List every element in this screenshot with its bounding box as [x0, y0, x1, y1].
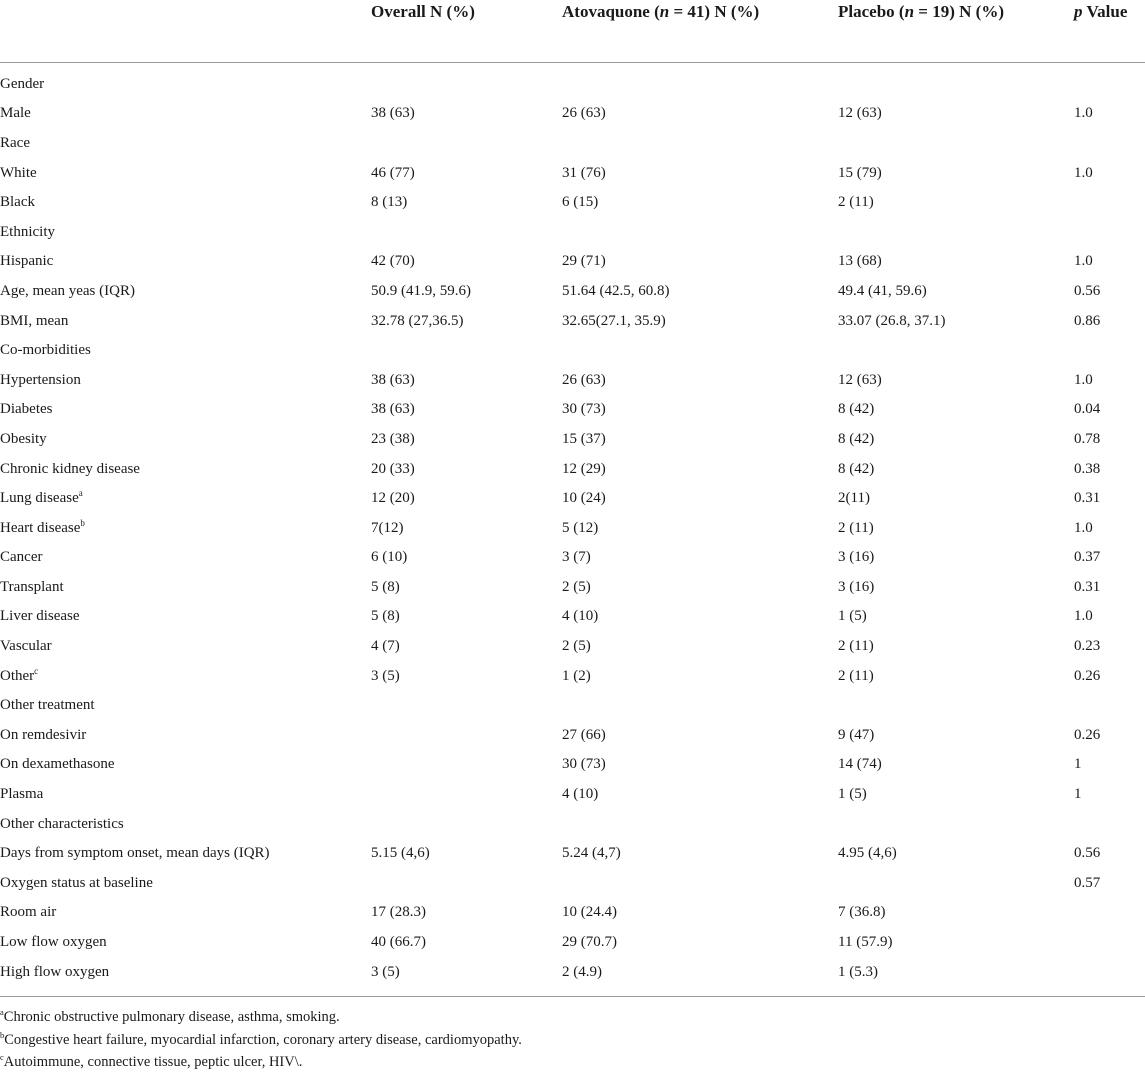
table-row — [0, 454, 1145, 484]
cell-atovaquone: 1 (2) — [562, 667, 591, 684]
cell-p: 1.0 — [1074, 608, 1093, 625]
row-label-cell — [0, 217, 371, 247]
cell-overall — [371, 868, 562, 898]
cell-placebo — [838, 868, 1074, 898]
header-p-symbol: p — [1074, 2, 1083, 21]
cell-atovaquone: 31 (76) — [562, 164, 606, 181]
table-row — [0, 306, 1145, 336]
row-label-cell — [0, 276, 371, 306]
cell-p: 0.38 — [1074, 460, 1101, 477]
table-row — [0, 898, 1145, 928]
row-label-cell — [0, 838, 371, 868]
cell-overall: 20 (33) — [371, 460, 415, 477]
table-row — [0, 247, 1145, 277]
row-label: Transplant — [0, 578, 64, 595]
cell-p: 1.0 — [1074, 253, 1093, 270]
cell-placebo: 12 (63) — [838, 105, 882, 122]
table-row — [0, 779, 1145, 809]
cell-placebo: 8 (42) — [838, 460, 875, 477]
row-label-cell — [0, 898, 371, 928]
header-row — [0, 0, 1145, 63]
cell-atovaquone — [562, 335, 838, 365]
header-overall-label: Overall N (%) — [371, 2, 475, 21]
table-row — [0, 128, 1145, 158]
row-label-cell — [0, 306, 371, 336]
footnote-text: Autoimmune, connective tissue, peptic ulcer, HIV\. — [3, 1054, 303, 1071]
cell-placebo: 2 (11) — [838, 638, 874, 655]
cell-p: 0.26 — [1074, 667, 1101, 684]
footnote-marker: a — [0, 1007, 4, 1018]
cell-overall: 12 (20) — [371, 490, 415, 507]
cell-atovaquone: 51.64 (42.5, 60.8) — [562, 282, 670, 299]
row-label: Heart disease — [0, 519, 81, 536]
table-row — [0, 631, 1145, 661]
cell-atovaquone — [562, 63, 838, 99]
cell-placebo: 49.4 (41, 59.6) — [838, 282, 927, 299]
cell-placebo — [838, 809, 1074, 839]
row-label: Hypertension — [0, 371, 81, 388]
footnote-marker: c — [0, 1052, 4, 1063]
cell-overall — [371, 217, 562, 247]
row-label: Co-morbidities — [0, 342, 91, 359]
footnote-marker: b — [80, 517, 85, 528]
cell-p — [1074, 690, 1145, 720]
row-label-cell — [0, 631, 371, 661]
cell-overall: 38 (63) — [371, 401, 415, 418]
cell-overall: 38 (63) — [371, 371, 415, 388]
footnote — [0, 1051, 1145, 1074]
row-label-cell — [0, 158, 371, 188]
cell-overall: 32.78 (27,36.5) — [371, 312, 464, 329]
row-label: High flow oxygen — [0, 963, 110, 980]
cell-placebo: 13 (68) — [838, 253, 882, 270]
row-label: Gender — [0, 75, 45, 92]
cell-placebo: 3 (16) — [838, 578, 875, 595]
table-row — [0, 513, 1145, 543]
row-label: Days from symptom onset, mean days (IQR) — [0, 845, 270, 862]
row-label: Diabetes — [0, 401, 53, 418]
cell-overall: 5 (8) — [371, 608, 400, 625]
cell-p: 0.56 — [1074, 845, 1101, 862]
row-label: Obesity — [0, 430, 47, 447]
header-placebo-label-b: = 19) N (%) — [914, 2, 1004, 21]
cell-placebo — [838, 335, 1074, 365]
row-label: Race — [0, 134, 30, 151]
table-row — [0, 543, 1145, 573]
cell-placebo: 8 (42) — [838, 430, 875, 447]
cell-p — [1074, 187, 1145, 217]
row-label: Other — [0, 667, 35, 684]
cell-p: 0.04 — [1074, 401, 1101, 418]
row-label: BMI, mean — [0, 312, 69, 329]
footnote-text: Chronic obstructive pulmonary disease, asthma, smoking. — [3, 1009, 340, 1026]
cell-overall — [371, 335, 562, 365]
table-row — [0, 276, 1145, 306]
cell-overall — [371, 690, 562, 720]
cell-placebo: 12 (63) — [838, 371, 882, 388]
table-row — [0, 335, 1145, 365]
cell-atovaquone — [562, 809, 838, 839]
footnote-marker: b — [0, 1030, 5, 1041]
cell-overall: 17 (28.3) — [371, 904, 426, 921]
cell-overall: 38 (63) — [371, 105, 415, 122]
cell-overall — [371, 779, 562, 809]
cell-atovaquone — [562, 217, 838, 247]
table-row — [0, 838, 1145, 868]
cell-p — [1074, 63, 1145, 99]
row-label-cell — [0, 779, 371, 809]
header-overall — [371, 0, 562, 63]
row-label-cell — [0, 868, 371, 898]
cell-atovaquone — [562, 868, 838, 898]
cell-p: 1.0 — [1074, 371, 1093, 388]
row-label: Vascular — [0, 638, 52, 655]
row-label-cell — [0, 63, 371, 99]
header-placebo-n: n — [904, 2, 915, 21]
row-label: Age, mean yeas (IQR) — [0, 282, 135, 299]
cell-placebo: 8 (42) — [838, 401, 875, 418]
row-label: Plasma — [0, 786, 44, 803]
header-p-value — [1074, 0, 1145, 63]
table-footnotes — [0, 1006, 1145, 1074]
cell-atovaquone: 12 (29) — [562, 460, 606, 477]
cell-placebo: 2 (11) — [838, 194, 874, 211]
row-label: Hispanic — [0, 253, 54, 270]
row-label: Low flow oxygen — [0, 934, 107, 951]
row-label-cell — [0, 335, 371, 365]
row-label: Male — [0, 105, 31, 122]
cell-p: 0.31 — [1074, 578, 1101, 595]
cell-atovaquone: 5.24 (4,7) — [562, 845, 621, 862]
cell-p — [1074, 335, 1145, 365]
cell-atovaquone — [562, 128, 838, 158]
footnote — [0, 1029, 1145, 1052]
cell-atovaquone: 15 (37) — [562, 430, 606, 447]
cell-overall: 6 (10) — [371, 549, 408, 566]
row-label: Black — [0, 194, 35, 211]
row-label: Cancer — [0, 549, 43, 566]
cell-p: 1.0 — [1074, 164, 1093, 181]
cell-p: 0.57 — [1074, 874, 1101, 891]
table-row — [0, 868, 1145, 898]
cell-p — [1074, 957, 1145, 997]
cell-p: 1.0 — [1074, 105, 1093, 122]
cell-atovaquone: 10 (24) — [562, 490, 606, 507]
cell-placebo: 2 (11) — [838, 519, 874, 536]
row-label-cell — [0, 602, 371, 632]
footnote-marker: c — [34, 665, 39, 676]
row-label-cell — [0, 513, 371, 543]
cell-overall: 23 (38) — [371, 430, 415, 447]
cell-overall: 5.15 (4,6) — [371, 845, 430, 862]
cell-overall: 3 (5) — [371, 963, 400, 980]
table-row — [0, 720, 1145, 750]
cell-placebo: 9 (47) — [838, 726, 875, 743]
row-label-cell — [0, 750, 371, 780]
cell-p — [1074, 128, 1145, 158]
table-row — [0, 99, 1145, 129]
row-label: Oxygen status at baseline — [0, 874, 153, 891]
cell-p: 0.31 — [1074, 490, 1101, 507]
cell-overall — [371, 63, 562, 99]
cell-p: 0.26 — [1074, 726, 1101, 743]
row-label-cell — [0, 957, 371, 997]
cell-atovaquone: 4 (10) — [562, 786, 599, 803]
row-label-cell — [0, 424, 371, 454]
row-label: On dexamethasone — [0, 756, 115, 773]
cell-overall: 42 (70) — [371, 253, 415, 270]
cell-p — [1074, 927, 1145, 957]
row-label: Room air — [0, 904, 57, 921]
row-label-cell — [0, 661, 371, 691]
row-label: Other treatment — [0, 697, 95, 714]
row-label-cell — [0, 247, 371, 277]
row-label-cell — [0, 809, 371, 839]
row-label-cell — [0, 720, 371, 750]
row-label-cell — [0, 543, 371, 573]
cell-placebo: 2(11) — [838, 490, 870, 507]
row-label: Chronic kidney disease — [0, 460, 140, 477]
footnote-text: Congestive heart failure, myocardial infarction, coronary artery disease, cardiomyopathy. — [4, 1031, 522, 1048]
table-header — [0, 0, 1145, 63]
table-body — [0, 63, 1145, 997]
header-placebo — [838, 0, 1074, 63]
row-label: Lung disease — [0, 490, 79, 507]
table-row — [0, 158, 1145, 188]
cell-placebo: 4.95 (4,6) — [838, 845, 897, 862]
cell-placebo: 11 (57.9) — [838, 934, 893, 951]
row-label-cell — [0, 187, 371, 217]
row-label: Ethnicity — [0, 223, 55, 240]
cell-atovaquone: 30 (73) — [562, 756, 606, 773]
header-atovaquone-n: n — [659, 2, 670, 21]
header-atovaquone — [562, 0, 838, 63]
cell-overall: 8 (13) — [371, 194, 408, 211]
cell-p — [1074, 898, 1145, 928]
cell-overall: 40 (66.7) — [371, 934, 426, 951]
row-label: White — [0, 164, 37, 181]
row-label-cell — [0, 99, 371, 129]
cell-p: 1 — [1074, 756, 1082, 773]
cell-placebo — [838, 63, 1074, 99]
cell-placebo — [838, 128, 1074, 158]
cell-overall: 50.9 (41.9, 59.6) — [371, 282, 471, 299]
table-row — [0, 750, 1145, 780]
table-row — [0, 572, 1145, 602]
row-label-cell — [0, 395, 371, 425]
table-row — [0, 927, 1145, 957]
cell-atovaquone: 3 (7) — [562, 549, 591, 566]
row-label: Other characteristics — [0, 815, 124, 832]
row-label-cell — [0, 454, 371, 484]
table-row — [0, 661, 1145, 691]
header-characteristic — [0, 0, 371, 63]
cell-atovaquone — [562, 690, 838, 720]
cell-placebo: 15 (79) — [838, 164, 882, 181]
table-row — [0, 602, 1145, 632]
cell-overall: 4 (7) — [371, 638, 400, 655]
cell-placebo: 3 (16) — [838, 549, 875, 566]
cell-placebo: 1 (5) — [838, 786, 867, 803]
cell-atovaquone: 4 (10) — [562, 608, 599, 625]
cell-p — [1074, 809, 1145, 839]
cell-p: 0.78 — [1074, 430, 1101, 447]
cell-placebo: 1 (5) — [838, 608, 867, 625]
cell-atovaquone: 5 (12) — [562, 519, 599, 536]
header-atovaquone-label-a: Atovaquone ( — [562, 2, 660, 21]
cell-atovaquone: 32.65(27.1, 35.9) — [562, 312, 666, 329]
cell-overall: 46 (77) — [371, 164, 415, 181]
table-row — [0, 187, 1145, 217]
cell-p: 1 — [1074, 786, 1082, 803]
cell-overall: 5 (8) — [371, 578, 400, 595]
cell-p: 0.23 — [1074, 638, 1101, 655]
footnote-marker: a — [78, 488, 83, 499]
table-row — [0, 63, 1145, 99]
cell-placebo: 2 (11) — [838, 667, 874, 684]
table-row — [0, 690, 1145, 720]
table-row — [0, 424, 1145, 454]
header-p-label: Value — [1082, 2, 1128, 21]
cell-atovaquone: 27 (66) — [562, 726, 606, 743]
header-atovaquone-label-b: = 41) N (%) — [669, 2, 760, 21]
cell-atovaquone: 10 (24.4) — [562, 904, 617, 921]
row-label-cell — [0, 927, 371, 957]
table-row — [0, 483, 1145, 513]
cell-placebo: 7 (36.8) — [838, 904, 886, 921]
cell-p: 0.86 — [1074, 312, 1101, 329]
cell-atovaquone: 6 (15) — [562, 194, 599, 211]
cell-overall: 7(12) — [371, 519, 404, 536]
table-row — [0, 217, 1145, 247]
row-label: On remdesivir — [0, 726, 87, 743]
cell-atovaquone: 26 (63) — [562, 105, 606, 122]
cell-overall: 3 (5) — [371, 667, 400, 684]
row-label-cell — [0, 690, 371, 720]
row-label-cell — [0, 128, 371, 158]
row-label-cell — [0, 572, 371, 602]
cell-atovaquone: 2 (5) — [562, 638, 591, 655]
row-label: Liver disease — [0, 608, 80, 625]
footnote — [0, 1006, 1145, 1029]
row-label-cell — [0, 365, 371, 395]
cell-overall — [371, 128, 562, 158]
cell-atovaquone: 26 (63) — [562, 371, 606, 388]
cell-p: 0.37 — [1074, 549, 1101, 566]
table-row — [0, 365, 1145, 395]
cell-placebo: 33.07 (26.8, 37.1) — [838, 312, 946, 329]
cell-overall — [371, 720, 562, 750]
cell-placebo — [838, 690, 1074, 720]
table-row — [0, 395, 1145, 425]
cell-atovaquone: 29 (70.7) — [562, 934, 617, 951]
cell-atovaquone: 2 (5) — [562, 578, 591, 595]
table-row — [0, 809, 1145, 839]
cell-p: 1.0 — [1074, 519, 1093, 536]
table-row — [0, 957, 1145, 997]
cell-overall — [371, 750, 562, 780]
cell-placebo: 1 (5.3) — [838, 963, 878, 980]
cell-atovaquone: 29 (71) — [562, 253, 606, 270]
cell-overall — [371, 809, 562, 839]
row-label-cell — [0, 483, 371, 513]
cell-atovaquone: 2 (4.9) — [562, 963, 602, 980]
cell-placebo — [838, 217, 1074, 247]
header-placebo-label-a: Placebo ( — [838, 2, 905, 21]
cell-placebo: 14 (74) — [838, 756, 882, 773]
cell-atovaquone: 30 (73) — [562, 401, 606, 418]
cell-p — [1074, 217, 1145, 247]
cell-p: 0.56 — [1074, 282, 1101, 299]
